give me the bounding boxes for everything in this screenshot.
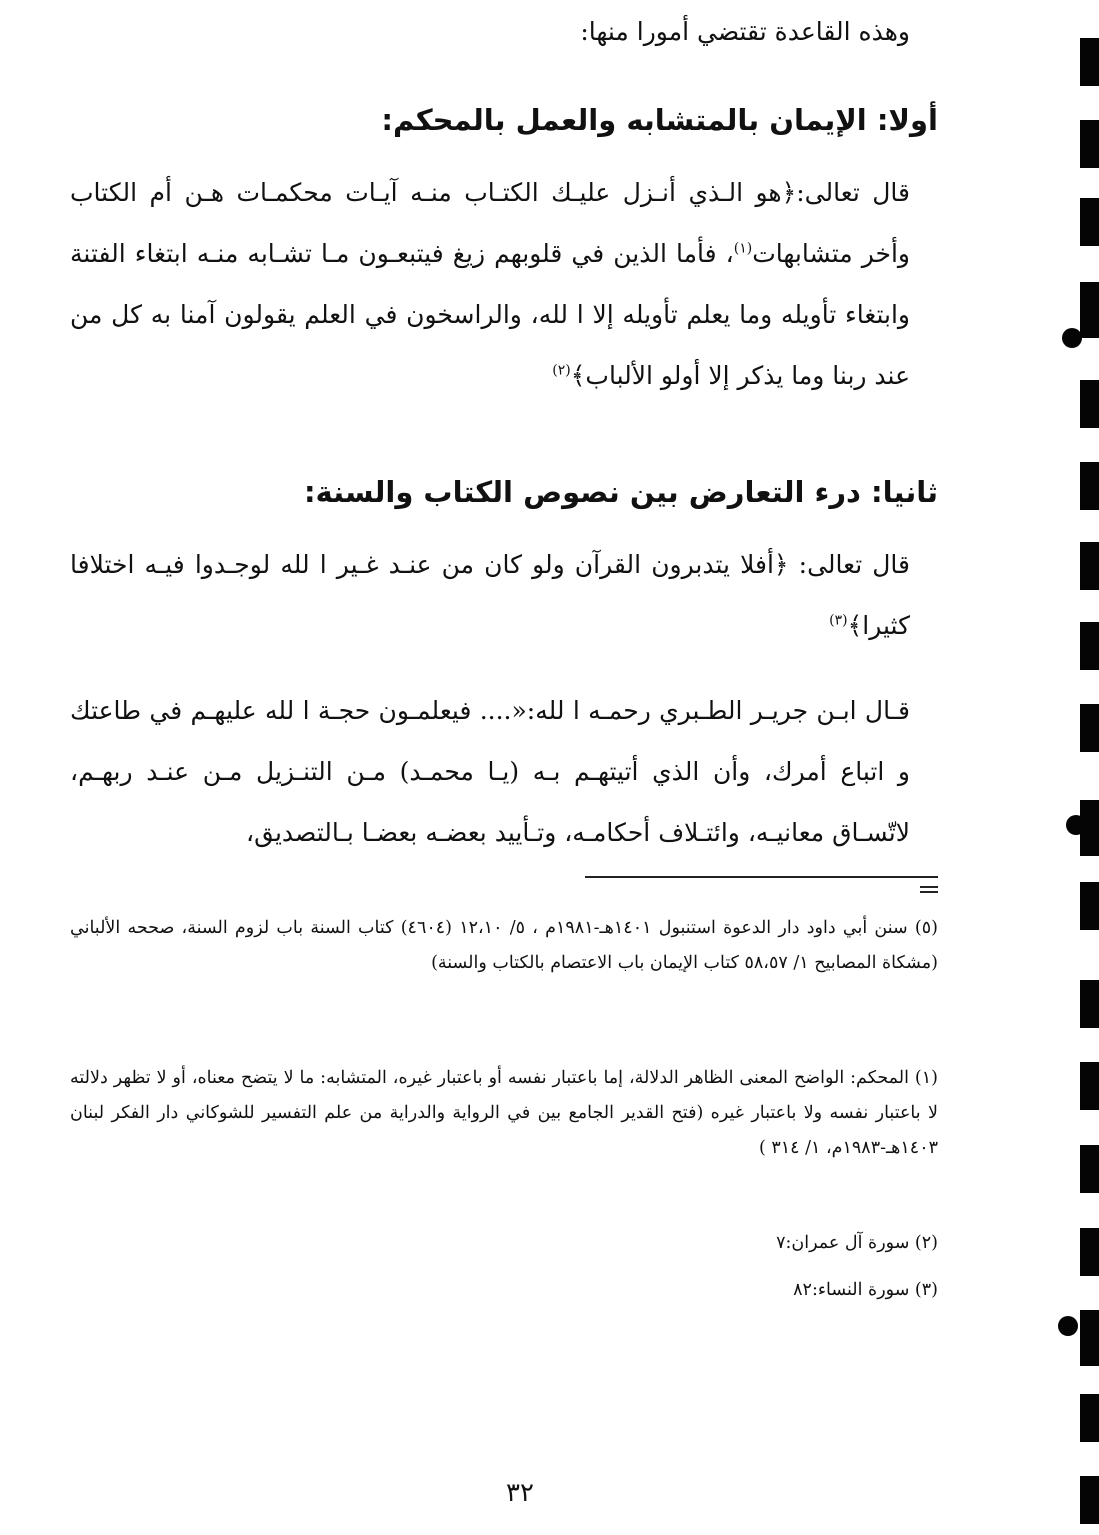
binding-mark — [1080, 462, 1099, 510]
binding-mark — [1080, 282, 1099, 338]
paragraph-1 — [70, 162, 910, 406]
section-heading-1: أولا: الإيمان بالمتشابه والعمل بالمحكم: — [381, 103, 938, 137]
separator-double-mark — [920, 886, 938, 893]
footnote-5: (٥) سنن أبي داود دار الدعوة استنبول ١٤٠١هـ-١٩٨١م ، ٥/ ١٢،١٠ (٤٦٠٤) كتاب السنة باب لزوم السنة، صححه الألباني (مشكاة المصابيح ١/ ٥٨،٥٧ كتاب الإيمان باب الاعتصام بالكتاب والسنة) — [70, 918, 938, 973]
footnote-ref-3: (٣) — [829, 612, 848, 629]
binding-mark — [1080, 704, 1099, 752]
binding-mark — [1080, 380, 1099, 428]
binding-mark — [1080, 38, 1099, 86]
footnote-ref-2: (٢) — [552, 362, 571, 379]
binding-mark — [1080, 198, 1099, 246]
binding-mark — [1080, 1145, 1099, 1193]
footnote-separator — [585, 876, 938, 878]
binding-mark — [1080, 980, 1099, 1028]
binding-hole — [1058, 1316, 1078, 1336]
paragraph-3: قـال ابـن جريـر الطـبري رحمـه ا لله:«.... فيعلمـون حجـة ا لله عليهـم في طاعتك و اتباع أمرك، وأن الذي أتيتهـم بـه (يـا محمـد) مـن التنـزيل مـن عنـد ربهـم، لاتّسـاق معانيـه، وائتـلاف أحكامـه، وتـأييد بعضـه بعضـا بـالتصديق، — [70, 696, 910, 847]
intro-line: وهذه القاعدة تقتضي أمورا منها: — [580, 17, 910, 46]
binding-mark — [1080, 1476, 1099, 1524]
binding-mark — [1080, 622, 1099, 670]
page-number: ٣٢ — [506, 1478, 534, 1508]
binding-mark — [1080, 542, 1099, 590]
footnote-2: (٢) سورة آل عمران:٧ — [776, 1233, 938, 1253]
footnote-ref-1: (١) — [733, 240, 753, 257]
paragraph-1-text-a: قال تعالى:﴿هو الـذي أنـزل عليـك الكتـاب منـه آيـات محكمـات هـن أم الكتاب وأخر متشابهات — [70, 178, 910, 268]
section-heading-2: ثانيا: درء التعارض بين نصوص الكتاب والسنة: — [303, 475, 938, 509]
footnote-3: (٣) سورة النساء:٨٢ — [793, 1280, 938, 1300]
paragraph-2-text: قال تعالى: ﴿أفلا يتدبرون القرآن ولو كان من عنـد غـير ا لله لوجـدوا فيـه اختلافا كثيرا﴾ — [70, 550, 910, 640]
binding-mark — [1080, 1394, 1099, 1442]
binding-mark — [1080, 882, 1099, 930]
footnote-1: (١) المحكم: الواضح المعنى الظاهر الدلالة، إما باعتبار نفسه أو باعتبار غيره، المتشابه: ما لا يتضح معناه، أو لا تظهر دلالته لا باعتبار نفسه ولا باعتبار غيره (فتح القدير الجامع بين في الرواية والدراية من علم التفسير للشوكاني دار الفكر لبنان ١٤٠٣هـ-١٩٨٣م، ١/ ٣١٤ ) — [70, 1068, 938, 1158]
paragraph-1-text-b: ، فأما الذين في قلوبهم زيغ فيتبعـون مـا تشـابه منـه ابتغاء الفتنة وابتغاء تأويله وما يعلم تأويله إلا ا لله، والراسخون في العلم يقولون آمنا به كل من عند ربنا وما يذكر إلا أولو الألباب﴾ — [70, 239, 910, 390]
binding-mark — [1080, 1228, 1099, 1276]
binding-mark — [1080, 1310, 1099, 1366]
binding-hole — [1066, 815, 1086, 835]
binding-hole — [1062, 328, 1082, 348]
binding-mark — [1080, 1062, 1099, 1110]
paragraph-2 — [70, 534, 910, 656]
binding-mark — [1080, 120, 1099, 168]
